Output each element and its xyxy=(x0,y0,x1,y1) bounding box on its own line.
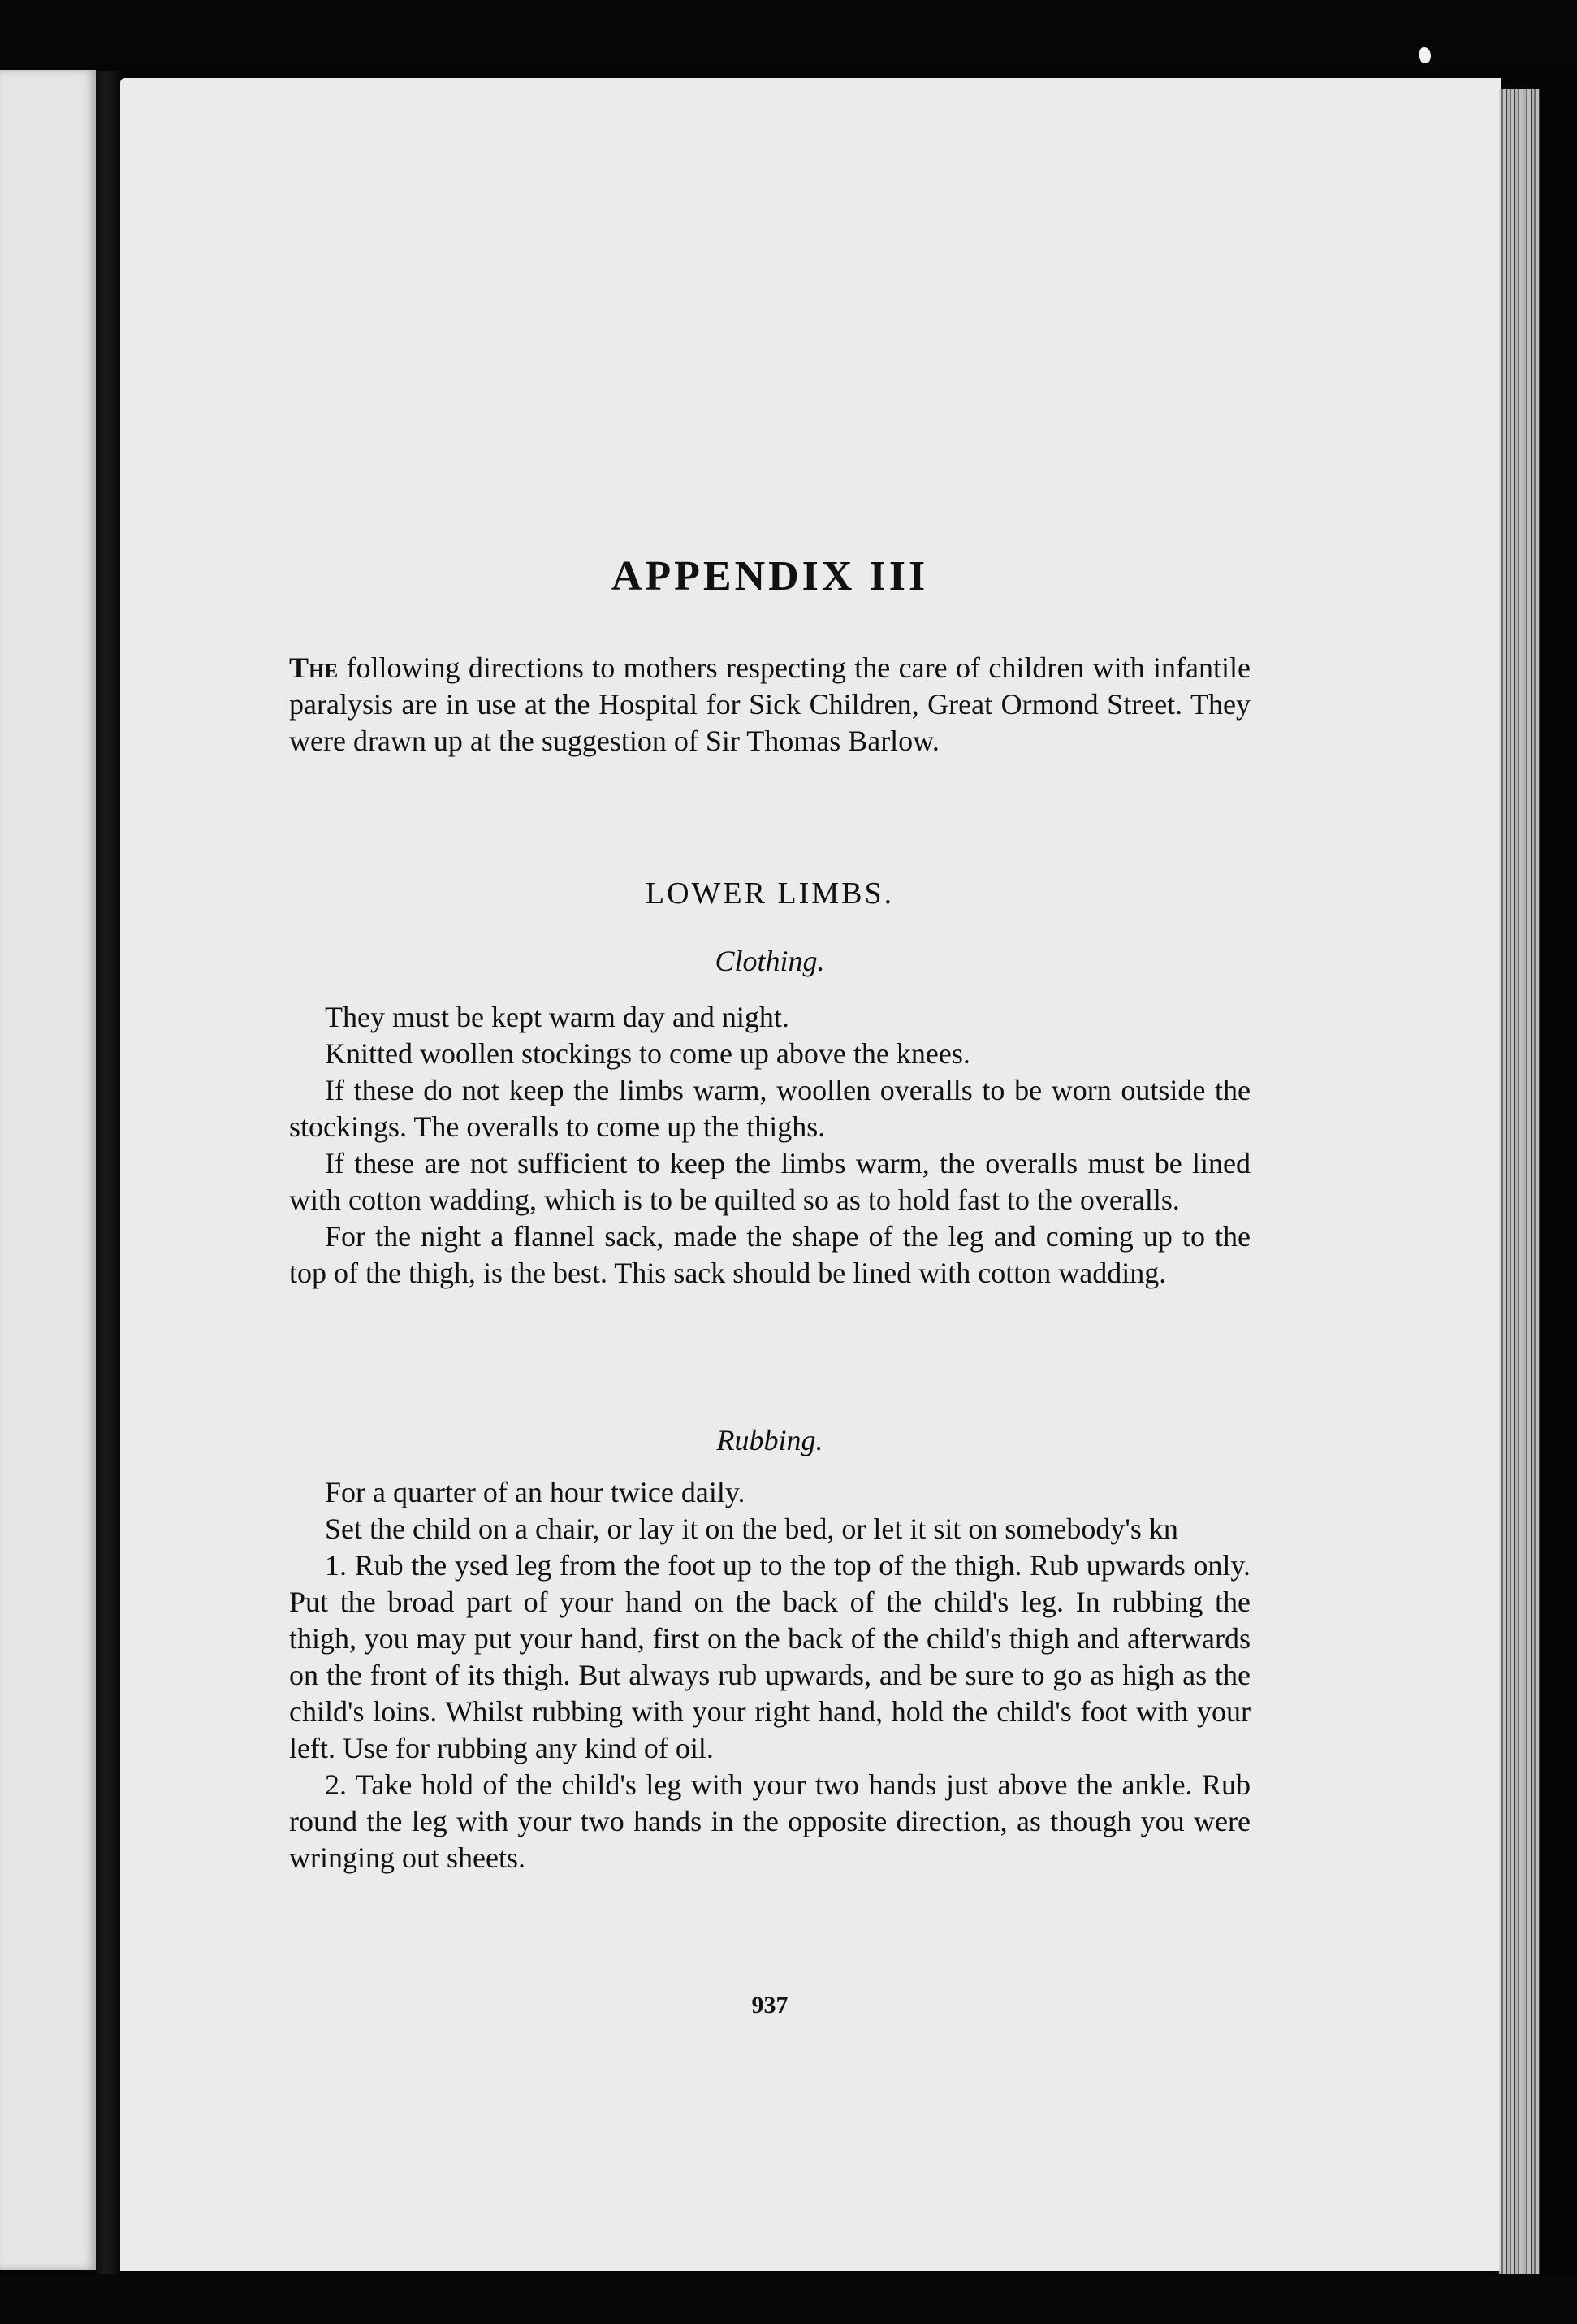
rubbing-section xyxy=(289,1474,1251,1876)
scan-border-bottom xyxy=(0,2274,1577,2324)
intro-lead-word: The xyxy=(289,651,339,684)
clothing-section xyxy=(289,999,1251,1292)
rubbing-paragraph: 1. Rub the ysed leg from the foot up to the top of the thigh. Rub upwards only. Put the broad part of your hand on the back of the child's leg. In rubbing the thigh, you may put your hand, first on the back of the child's thigh and afterwards on the front of its thigh. But always rub upwards, and be sure to go as high as the child's loins. Whilst rubbing with your right hand, hold the child's foot with your left. Use for rubbing any kind of oil. xyxy=(289,1549,1251,1764)
section-title: LOWER LIMBS. xyxy=(645,876,895,911)
clothing-paragraph: They must be kept warm day and night. xyxy=(325,1001,789,1033)
scan-speck xyxy=(1419,47,1431,63)
page-stack-edge xyxy=(1499,89,1540,2274)
clothing-heading: Clothing. xyxy=(715,945,825,977)
appendix-heading: APPENDIX III xyxy=(611,553,929,599)
clothing-paragraph: For the night a flannel sack, made the shape of the leg and coming up to the top of the thigh, is the best. This sack should be lined with cotton wadding. xyxy=(289,1220,1251,1289)
clothing-paragraph: If these do not keep the limbs warm, woollen overalls to be worn outside the stockings. The overalls to come up the thighs. xyxy=(289,1074,1251,1143)
book-gutter xyxy=(96,71,120,2274)
facing-page-edge xyxy=(0,70,96,2270)
page-number: 937 xyxy=(751,1992,788,2019)
clothing-paragraph: If these are not sufficient to keep the limbs warm, the overalls must be lined with cotton wadding, which is to be quilted so as to hold fast to the overalls. xyxy=(289,1147,1251,1216)
rubbing-paragraph: Set the child on a chair, or lay it on the bed, or let it sit on somebody's kn xyxy=(325,1513,1178,1545)
rubbing-paragraph: 2. Take hold of the child's leg with your two hands just above the ankle. Rub round the leg with your two hands in the opposite direction, as though you were wringing out sheets. xyxy=(289,1768,1251,1874)
rubbing-paragraph: For a quarter of an hour twice daily. xyxy=(325,1476,745,1508)
rubbing-heading: Rubbing. xyxy=(716,1424,823,1456)
intro-paragraph xyxy=(289,650,1251,760)
intro-text: following directions to mothers respecting the care of children with infantile paralysis are in use at the Hospital for Sick Children, Great Ormond Street. They were drawn up at the suggestion of Sir Thomas Barlow. xyxy=(289,651,1251,757)
scan-border-top xyxy=(0,0,1577,71)
clothing-paragraph: Knitted woollen stockings to come up above the knees. xyxy=(325,1037,970,1070)
